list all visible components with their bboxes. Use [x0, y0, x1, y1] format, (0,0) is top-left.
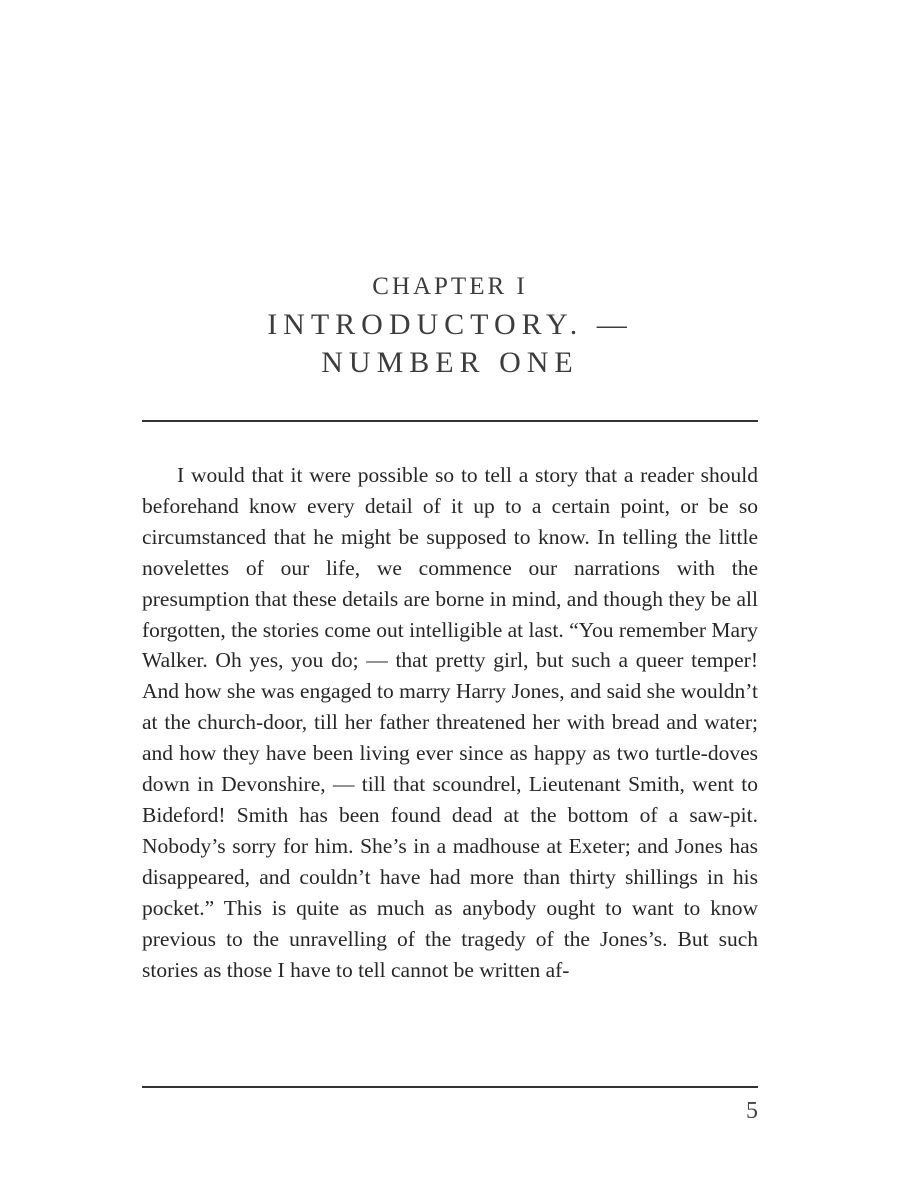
top-divider	[142, 420, 758, 422]
chapter-title-line-1: INTRODUCTORY. —	[267, 308, 633, 341]
body-paragraph: I would that it were possible so to tell a story that a reader should beforehand know every detail of it up to a certain point, or be so circumstanced that he might be supposed to know. In telling the little novelettes of our life, we commence our narrations with the presumption that these details are borne in mind, and though they be all forgotten, the stories come out intelligible at last. “You remember Mary Walker. Oh yes, you do; — that pretty girl, but such a queer temper! And how she was engaged to marry Harry Jones, and said she wouldn’t at the church-door, till her father threatened her with bread and water; and how they have been living ever since as happy as two turtle-doves down in Devonshire, — till that scoundrel, Lieutenant Smith, went to Bideford! Smith has been found dead at the bottom of a saw-pit. Nobody’s sorry for him. She’s in a madhouse at Exeter; and Jones has disappeared, and couldn’t have had more than thirty shillings in his pocket.” This is quite as much as anybody ought to want to know previous to the unravelling of the tragedy of the Jones’s. But such stories as those I have to tell cannot be written af-	[142, 463, 759, 982]
chapter-title-line-2: NUMBER ONE	[321, 346, 579, 379]
bottom-divider	[142, 1086, 758, 1088]
chapter-number: CHAPTER I	[372, 273, 528, 300]
chapter-heading	[142, 268, 758, 382]
page-number: 5	[746, 1098, 758, 1124]
chapter-title	[142, 306, 758, 382]
body-text	[142, 460, 758, 985]
